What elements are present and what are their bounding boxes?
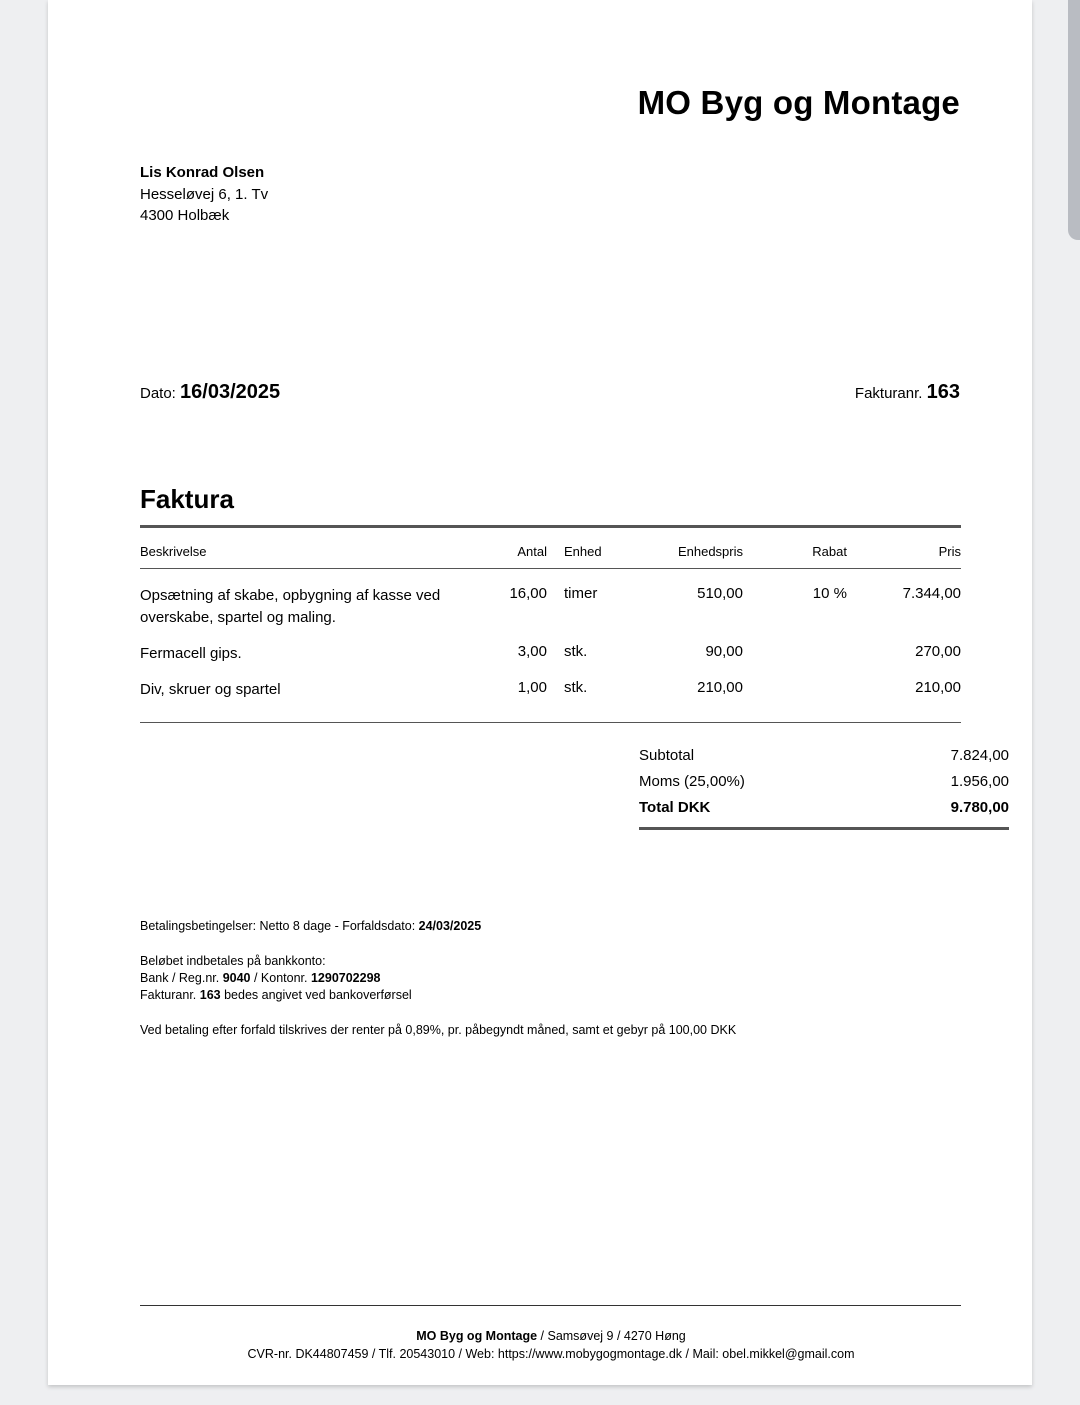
footer-rule [140, 1305, 961, 1306]
subtotal-value: 7.824,00 [950, 747, 1009, 764]
footer-company: MO Byg og Montage [416, 1329, 538, 1343]
row-quantity: 1,00 [517, 679, 547, 696]
ref-prefix: Fakturanr. [140, 988, 200, 1002]
recipient-city: 4300 Holbæk [140, 207, 230, 224]
totals-block [639, 747, 1009, 830]
footer-line-2: CVR-nr. DK44807459 / Tlf. 20543010 / Web: https://www.mobygogmontage.dk / Mail: obel.mikkel@gmail.com [247, 1347, 855, 1361]
invoice-number-label: Fakturanr. [854, 385, 923, 402]
payment-prefix: Betalingsbetingelser: Netto 8 dage - Forfaldsdato: [140, 919, 419, 933]
bank-intro: Beløbet indbetales på bankkonto: [140, 954, 326, 968]
table-body [140, 569, 961, 722]
page-footer [48, 1327, 1054, 1363]
late-fee-notice: Ved betaling efter forfald tilskrives der renter på 0,89%, pr. påbegyndt måned, samt et gebyr på 100,00 DKK [140, 1023, 737, 1037]
row-description: Fermacell gips. [140, 645, 242, 662]
table-bottom-rule [140, 722, 961, 723]
total-value: 9.780,00 [950, 799, 1009, 816]
row-unit: stk. [564, 679, 588, 696]
recipient-address [140, 162, 268, 227]
subtotal-row [639, 747, 1009, 773]
invoice-page [48, 0, 1032, 1385]
invoice-meta [140, 376, 960, 404]
document-title: Faktura [140, 484, 234, 514]
vat-value: 1.956,00 [950, 773, 1009, 790]
invoice-number [855, 381, 960, 404]
date-value: 16/03/2025 [180, 381, 281, 403]
bank-prefix: Bank / Reg.nr. [140, 971, 223, 985]
bank-details [140, 970, 736, 987]
footer-line-1 [48, 1327, 1054, 1345]
total-row [639, 799, 1009, 825]
header-unit: Enhed [564, 544, 602, 559]
row-unit-price: 510,00 [697, 585, 743, 602]
payment-reference [140, 987, 736, 1004]
account-prefix: / Kontonr. [250, 971, 311, 985]
subtotal-label: Subtotal [639, 747, 695, 764]
row-description: Div, skruer og spartel [140, 681, 281, 698]
row-discount: 10 % [812, 585, 847, 602]
row-quantity: 16,00 [509, 585, 547, 602]
row-unit: timer [564, 585, 598, 602]
ref-number: 163 [199, 988, 221, 1002]
vat-label: Moms (25,00%) [639, 773, 745, 790]
header-description: Beskrivelse [140, 544, 207, 559]
row-unit-price: 210,00 [697, 679, 743, 696]
table-header [140, 528, 961, 568]
header-discount: Rabat [812, 544, 847, 559]
payment-terms [140, 918, 736, 1039]
recipient-name: Lis Konrad Olsen [140, 164, 265, 181]
total-label: Total DKK [639, 799, 711, 816]
payment-conditions [140, 918, 736, 935]
header-quantity: Antal [517, 544, 547, 559]
footer-address: / Samsøvej 9 / 4270 Høng [537, 1329, 686, 1343]
company-name: MO Byg og Montage [637, 84, 960, 121]
header-unit-price: Enhedspris [677, 544, 743, 559]
account-number: 1290702298 [310, 971, 381, 985]
row-unit: stk. [564, 643, 588, 660]
scrollbar-thumb[interactable] [1068, 0, 1080, 240]
row-quantity: 3,00 [517, 643, 547, 660]
row-price: 270,00 [915, 643, 961, 660]
vat-row [639, 773, 1009, 799]
row-unit-price: 90,00 [705, 643, 743, 660]
invoice-date [140, 381, 280, 404]
line-items-table [140, 525, 961, 723]
recipient-street: Hesseløvej 6, 1. Tv [140, 185, 269, 203]
due-date: 24/03/2025 [418, 919, 482, 933]
ref-suffix: bedes angivet ved bankoverførsel [220, 988, 412, 1002]
row-description: Opsætning af skabe, opbygning af kasse ved overskabe, spartel og maling. [140, 587, 441, 626]
header-price: Pris [938, 544, 961, 559]
row-price: 210,00 [915, 679, 961, 696]
invoice-number-value: 163 [926, 381, 960, 403]
totals-rule [639, 827, 1009, 830]
reg-number: 9040 [222, 971, 251, 985]
row-price: 7.344,00 [902, 585, 961, 602]
date-label: Dato: [140, 385, 176, 402]
